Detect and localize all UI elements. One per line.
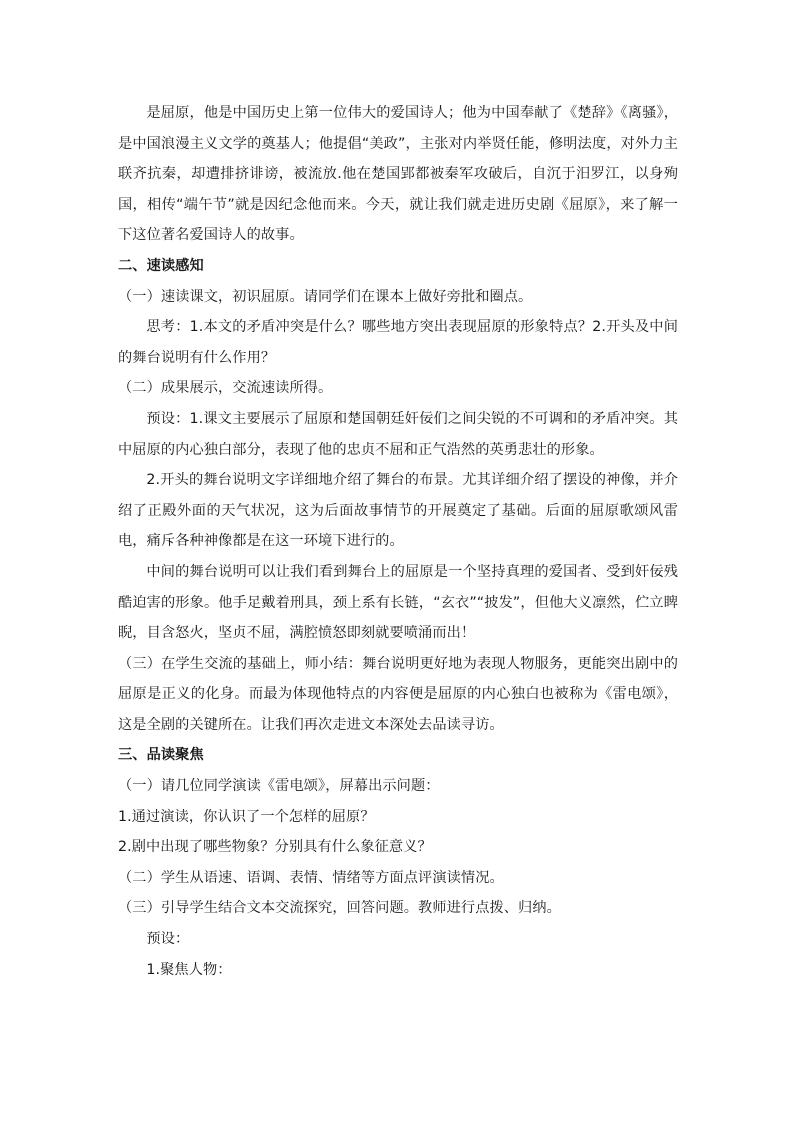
step-2-results: （二）成果展示，交流速读所得。	[118, 380, 333, 397]
focus-character: 1.聚焦人物：	[146, 961, 232, 978]
section-heading-focus-reading: 三、品读聚焦	[118, 747, 204, 764]
preset-answer-2: 2.开头的舞台说明文字详细地介绍了舞台的布景。尤其详细介绍了摆设的神像，并介绍了正殿外面的天气状况，这为后面故事情节的开展奠定了基础。后面的屈原歌颂风雷电，痛斥各种神像都是在这一环境下进行的。	[118, 472, 678, 550]
focus-step-2: （二）学生从语速、语调、表情、情绪等方面点评演读情况。	[118, 869, 504, 886]
step-3-summary: （三）在学生交流的基础上，师小结：舞台说明更好地为表现人物服务，更能突出剧中的屈原是正义的化身。而最为体现他特点的内容便是屈原的内心独白也被称为《雷电颂》，这是全剧的关键所在。让我们再次走进文本深处去品读寻访。	[118, 655, 678, 733]
middle-stage-direction: 中间的舞台说明可以让我们看到舞台上的屈原是一个坚持真理的爱国者、受到奸佞残酷迫害的形象。他手足戴着刑具，颈上系有长链，“玄衣”“披发”，但他大义凛然，伫立睥睨，目含怒火，坚贞不屈，满腔愤怒即刻就要喷涌而出！	[118, 563, 678, 642]
intro-paragraph: 是屈原，他是中国历史上第一位伟大的爱国诗人；他为中国奉献了《楚辞》《离骚》，是中国浪漫主义文学的奠基人；他提倡“美政”，主张对内举贤任能，修明法度，对外力主联齐抗秦，却遭排挤诽谤，被流放.他在楚国郢都被秦军攻破后，自沉于汨罗江，以身殉国，相传“端午节”就是因纪念他而来。今天，就让我们就走进历史剧《屈原》，来了解一下这位著名爱国诗人的故事。	[118, 105, 678, 244]
focus-step-3: （三）引导学生结合文本交流探究，回答问题。教师进行点拨、归纳。	[118, 900, 561, 917]
question-2: 2.剧中出现了哪些物象？分别具有什么象征意义？	[118, 839, 432, 856]
focus-step-1: （一）请几位同学演读《雷电颂》，屏幕出示问题：	[118, 778, 440, 795]
step-1-speed-read: （一）速读课文，初识屈原。请同学们在课本上做好旁批和圈点。	[118, 288, 533, 305]
preset-answer-1: 预设：1.课文主要展示了屈原和楚国朝廷奸佞们之间尖锐的不可调和的矛盾冲突。其中屈原的内心独白部分，表现了他的忠贞不屈和正气浩然的英勇悲壮的形象。	[118, 410, 678, 458]
section-heading-speed-reading: 二、速读感知	[118, 257, 204, 274]
question-1: 1.通过演读，你认识了一个怎样的屈原？	[118, 808, 375, 825]
preset-label: 预设：	[146, 931, 190, 948]
document-body	[118, 98, 678, 985]
thinking-questions: 思考：1.本文的矛盾冲突是什么？哪些地方突出表现屈原的形象特点？2.开头及中间的舞台说明有什么作用？	[118, 319, 678, 366]
